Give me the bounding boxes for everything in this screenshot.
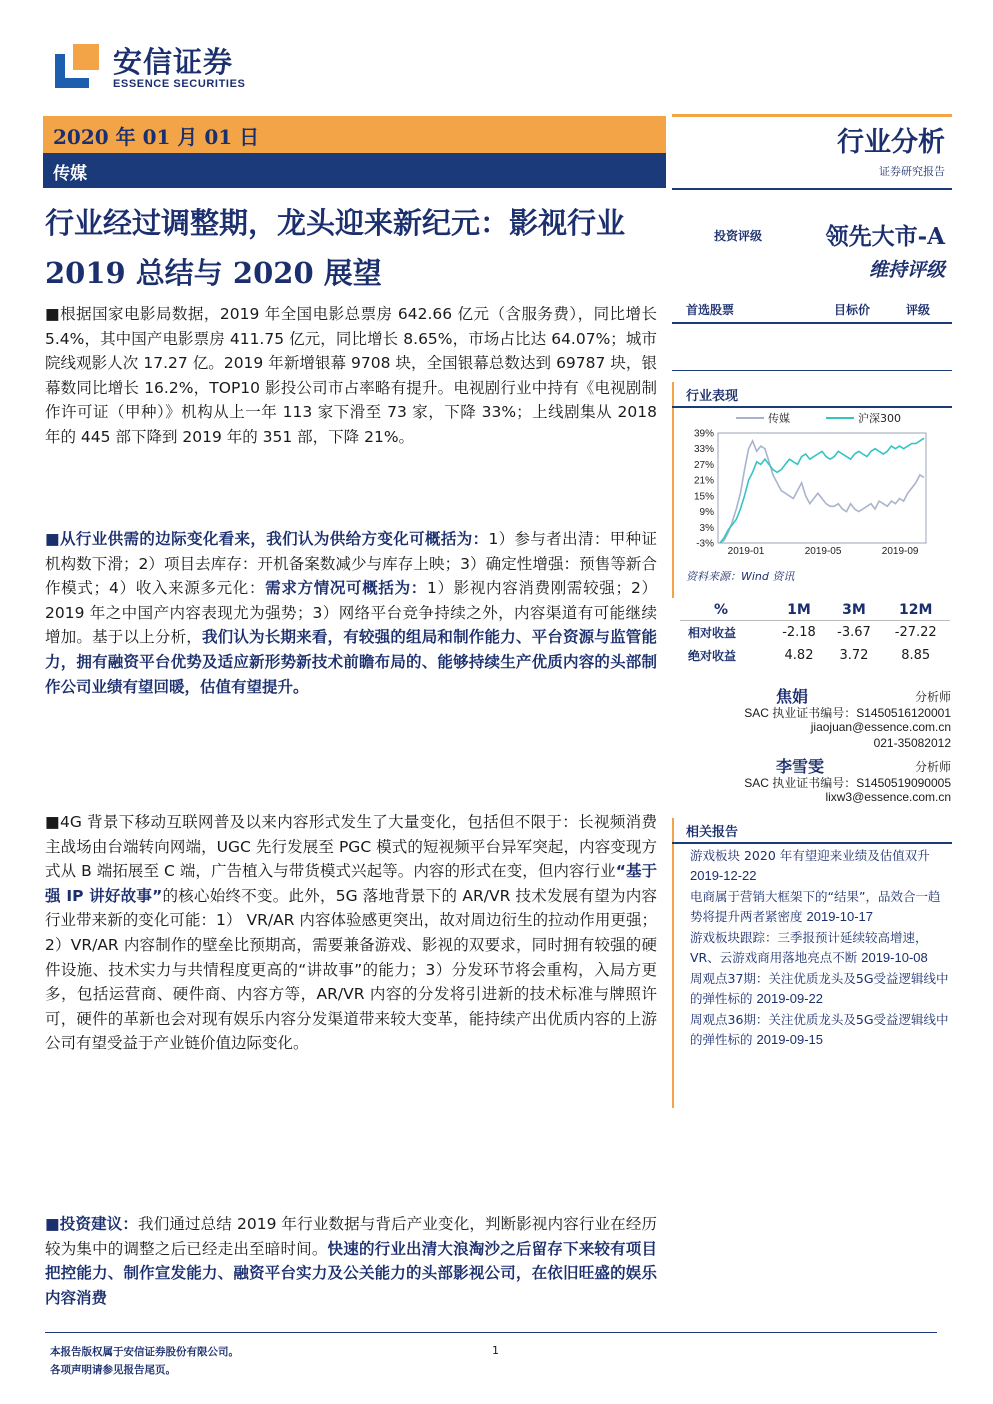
chart-source: 资料来源：Wind 资讯 [686,570,795,583]
legend-label: 传媒 [768,412,790,425]
company-logo [55,38,265,98]
rating-label: 投资评级 [714,229,763,243]
header-divider [672,114,952,117]
related-report-title[interactable]: 游戏板块跟踪：三季报预计延续较高增速，VR、云游戏商用落地亮点不断 [690,930,928,965]
industry-name: 传媒 [53,164,87,184]
perf-cell: 8.85 [901,648,931,663]
analyst-name: 李雪雯 [776,757,825,776]
list-item[interactable] [690,1010,952,1050]
analyst-phone: 021-35082012 [873,736,951,750]
analyst-cert: SAC 执业证书编号：S1450516120001 [744,706,951,720]
trend-text: ■4G 背景下移动互联网普及以来内容形式发生了大量变化，包括但不限于：长视频消费主战场由台端转向网端，UGC 先行发展至 PGC 模式的短视频平台异军突起，内容变现方式从 B 端拓展至 C 端，广告植入与带货模式兴起等。内容的形式在变，但内容行业 [45,813,657,881]
perf-cell: -2.18 [782,625,816,640]
related-section-header [672,818,952,844]
related-report-date: 2019-10-08 [861,950,928,965]
series-line [720,441,924,543]
copyright-line: 本报告版权属于安信证券股份有限公司。 [50,1346,239,1358]
report-kind: 行业分析 [837,127,945,158]
legend-label: 沪深300 [858,412,901,425]
essence-logo-icon [55,44,99,88]
picks-col-target: 目标价 [834,303,871,317]
perf-cell: 4.82 [784,648,814,663]
related-report-title[interactable]: 周观点36期：关注优质龙头及5G受益逻辑线中的弹性标的 [690,1012,949,1047]
list-item[interactable] [690,928,952,968]
x-tick-label: 2019-09 [881,546,919,557]
trend-text-2: 的核心始终不变。此外，5G 落地背景下的 AR/VR 技术发展有望为内容行业带来新的变化可能：1） VR/AR 内容体验感更突出，故对周边衍生的拉动作用更强；2）VR/AR 内容制作的壁垒比预期高，需要兼备游戏、影视的双要求，同时拥有较强的硬件设施、技术实力与共情程度更高的“讲故事”的能力；3）分发环节将会重构，入局方更多，包括运营商、硬件商、内容方等，AR/VR 内容的分发将引进新的技术标准与牌照许可，硬件的革新也会对现有娱乐内容分发渠道带来较大变革，能持续产出优质内容的上游公司有望受益于产业链价值边际变化。 [45,886,657,1053]
industry-bar [43,153,666,188]
table-row [680,621,950,644]
related-report-date: 2019-10-17 [806,909,873,924]
performance-section-title: 行业表现 [686,389,739,404]
picks-col-rating: 评级 [906,303,931,317]
brand-name-cn: 安信证券 [113,45,234,79]
analyst-title: 分析师 [914,690,951,704]
paragraph-investment [45,1212,657,1310]
picks-divider [672,370,952,371]
y-tick-label: 9% [699,507,714,519]
analyst-name: 焦娟 [776,687,809,706]
supply-points: 1）参与者出清：甲种证机构数下滑；2）项目去库存：开机备案数减少与库存上映；3）确定性增强：预售等新合作模式；4）收入来源多元化： [45,530,657,598]
report-date: 2020 年 01 月 01 日 [53,125,260,149]
investment-highlight: 快速的行业出清大浪淘沙之后留存下来较有项目把控能力、制作宣发能力、融资平台实力及公关能力的头部影视公司，在依旧旺盛的娱乐内容消费 [45,1239,657,1307]
analyst-card [680,688,953,752]
analyst-cert: SAC 执业证书编号：S1450519090005 [744,776,951,790]
x-tick-label: 2019-01 [727,546,765,557]
perf-col-12m: 12M [899,601,933,618]
rating-value: 领先大市-A [825,223,945,250]
x-tick-label: 2019-05 [804,546,842,557]
performance-table [680,598,950,667]
perf-row-label: 相对收益 [688,626,737,640]
analyst-card [680,758,953,806]
brand-name-en: ESSENCE SECURITIES [113,78,246,90]
date-bar [43,116,666,153]
related-reports-list [690,846,952,1051]
supply-lead: ■从行业供需的边际变化看来，我们认为供给方变化可概括为： [45,530,489,548]
related-report-date: 2019-12-22 [690,868,757,883]
related-report-title[interactable]: 电商属于营销大框架下的“结果”，品效合一趋势将提升两者紧密度 [690,889,941,924]
related-report-title[interactable]: 周观点37期：关注优质龙头及5G受益逻辑线中的弹性标的 [690,971,949,1006]
list-item[interactable] [690,846,952,886]
paragraph-4g-5g [45,810,657,1056]
investment-text: 我们通过总结 2019 年行业数据与背后产业变化，判断影视内容行业在经历较为集中的调整之后已经走出至暗时间。 [45,1215,657,1258]
disclaimer-line: 各项声明请参见报告尾页。 [50,1364,176,1376]
series-line [720,438,924,543]
table-divider [680,620,950,621]
perf-cell: -3.67 [837,625,871,640]
paragraph-supply-demand [45,527,657,699]
related-report-title[interactable]: 游戏板块 2020 年有望迎来业绩及估值双升 [690,848,930,863]
picks-col-stock: 首选股票 [686,303,735,317]
analyst-email[interactable]: jiaojuan@essence.com.cn [810,720,951,734]
analyst-title: 分析师 [914,760,951,774]
related-report-date: 2019-09-22 [756,991,823,1006]
picks-header [672,298,952,324]
ip-highlight: “基于强 IP 讲好故事” [45,862,658,905]
analyst-email[interactable]: lixw3@essence.com.cn [825,790,951,804]
header-divider-2 [672,188,952,190]
y-tick-label: 21% [693,475,714,487]
report-subtitle: 证券研究报告 [879,165,945,178]
y-tick-label: 33% [693,444,714,456]
y-tick-label: -3% [696,538,714,550]
y-tick-label: 39% [693,428,714,440]
perf-cell: -27.22 [894,625,937,640]
paragraph-market-data: ■根据国家电影局数据，2019 年全国电影总票房 642.66 亿元（含服务费），同比增长 5.4%，其中国产电影票房 411.75 亿元，同比增长 8.65%，市场占比达 64.07%；城市院线观影人次 17.27 亿。2019 年新增银幕 9708 块，全国银幕总数达到 69787 块，银幕数同比增长 16.2%，TOP10 影投公司市占率略有提升。电视剧行业中持有《电视剧制作许可证（甲种）》机构从上一年 113 家下滑至 73 家，下降 33%；上线剧集从 2018 年的 445 部下降到 2019 年的 351 部，下降 21%。 [45,305,657,446]
y-tick-label: 3% [699,522,714,534]
page-title: 行业经过调整期，龙头迎来新纪元：影视行业 2019 总结与 2020 展望 [45,206,626,290]
perf-col-1m: 1M [787,601,811,618]
demand-points: 1）影视内容消费刚需较强；2）2019 年之中国产内容表现尤为强势；3）网络平台竞争持续之外，内容渠道有可能继续增加。基于以上分析， [45,579,657,647]
conclusion: 我们认为长期来看，有较强的组局和制作能力、平台资源与监管能力，拥有融资平台优势及适应新形势新技术前瞻布局的、能够持续生产优质内容的头部制作公司业绩有望回暖，估值有望提升。 [45,628,657,696]
related-section-title: 相关报告 [686,825,739,840]
page-number: 1 [492,1344,499,1357]
list-item[interactable] [690,887,952,927]
footer-disclaimer [50,1343,239,1379]
perf-col-unit: % [714,601,729,618]
perf-cell: 3.72 [839,648,869,663]
y-tick-label: 27% [693,459,714,471]
y-tick-label: 15% [693,491,714,503]
perf-col-3m: 3M [842,601,866,618]
perf-row-label: 绝对收益 [688,649,737,663]
list-item[interactable] [690,969,952,1009]
related-report-date: 2019-09-15 [756,1032,823,1047]
performance-header-row [680,598,950,621]
industry-performance-chart [676,405,952,565]
rating-action: 维持评级 [868,259,945,281]
footer-divider [45,1332,937,1333]
table-row [680,644,950,667]
demand-lead: 需求方情况可概括为： [265,579,427,598]
investment-lead: ■投资建议： [45,1215,139,1233]
side-accent-line [672,382,674,598]
side-accent-line [672,818,674,1108]
